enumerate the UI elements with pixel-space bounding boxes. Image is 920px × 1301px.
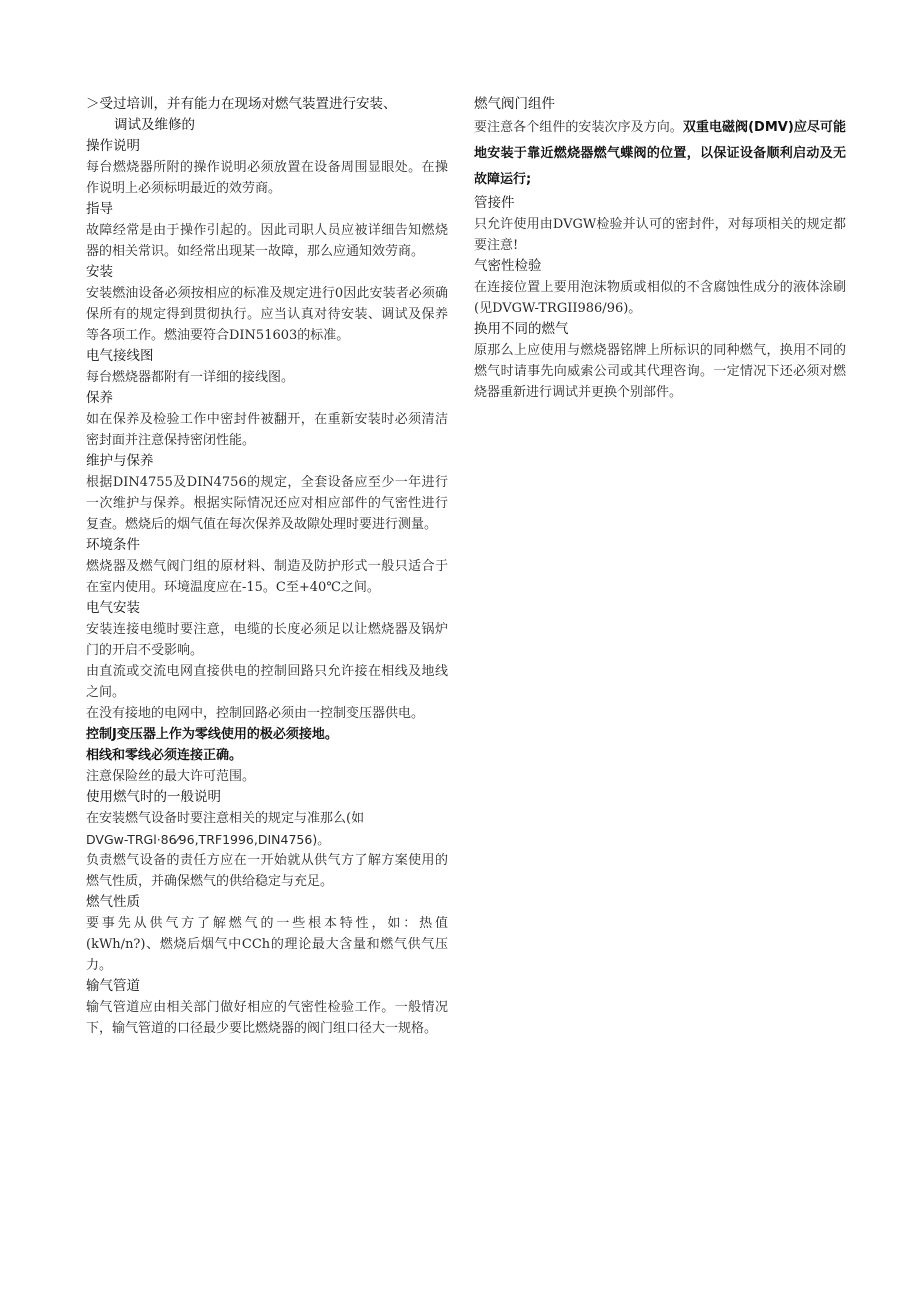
section-title-gas-properties: 燃气性质 — [86, 894, 140, 910]
section-title-electrical-installation: 电气安装 — [86, 600, 140, 616]
bold-note: 控制J变压器上作为零线使用的极必须接地。 — [86, 727, 338, 742]
paragraph: 在没有接地的电网中，控制回路必须由一控制变压器供电。 — [86, 706, 425, 721]
section-title-guidance: 指导 — [86, 201, 113, 217]
section-title-wiring-diagram: 电气接线图 — [86, 348, 154, 364]
paragraph: 输气管道应由相关部门做好相应的气密性检验工作。一般情况下，输气管道的口径最少要比燃烧器的阀门组口径大一规格。 — [86, 1000, 448, 1036]
paragraph: 每台燃烧器都附有一详细的接线图。 — [86, 370, 295, 385]
paragraph: 根据DIN4755及DIN4756的规定，全套设备应至少一年进行一次维护与保养。根据实际情况还应对相应部件的气密性进行复查。燃烧后的烟气值在每次保养及故隙处理时要进行测量。 — [86, 475, 448, 532]
paragraph-normal-part: 要注意各个组件的安装次序及方向。 — [474, 120, 683, 135]
intro-line-1: ＞受过培训，并有能力在现场对燃气装置进行安装、 — [86, 96, 397, 112]
paragraph-bold-part: 双重电磁阀(DMV)应尽可能地安装于靠近燃烧器燃气蝶阀的位置，以保证设备顺利启动及无故障运行; — [474, 120, 846, 187]
paragraph — [474, 115, 846, 193]
paragraph: 由直流或交流电网直接供电的控制回路只允许接在相线及地线之间。 — [86, 664, 448, 700]
paragraph: 安装燃油设备必须按相应的标准及规定进行0因此安装者必须确保所有的规定得到贯彻执行。应当认真对待安装、调试及保养等各项工作。燃油要符合DIN51603的标准。 — [86, 286, 448, 343]
intro-line-2: 调试及维修的 — [114, 117, 195, 133]
section-title-leak-test: 气密性检验 — [474, 258, 542, 274]
paragraph: 负责燃气设备的责任方应在一开始就从供气方了解方案使用的燃气性质，并确保燃气的供给稳定与充足。 — [86, 853, 448, 889]
section-title-gas-general: 使用燃气时的一般说明 — [86, 789, 221, 805]
paragraph: 燃烧器及燃气阀门组的原材料、制造及防护形式一般只适合于在室内使用。环境温度应在-15。C至+40℃之间。 — [86, 559, 448, 595]
section-title-service: 维护与保养 — [86, 453, 154, 469]
section-title-installation: 安装 — [86, 264, 113, 280]
section-title-gas-valve-group: 燃气阀门组件 — [474, 96, 555, 112]
paragraph: 只允许使用由DVGW检验并认可的密封件，对每项相关的规定都要注意! — [474, 217, 846, 253]
paragraph: 在连接位置上要用泡沫物质或相似的不含腐蚀性成分的液体涂刷(见DVGW-TRGII986/96)。 — [474, 280, 846, 316]
paragraph: 如在保养及检验工作中密封件被翻开，在重新安装时必须清洁密封面并注意保持密闭性能。 — [86, 412, 448, 448]
paragraph: DVGw-TRGl·86⁄96,TRF1996,DIN4756)。 — [86, 832, 330, 847]
right-column — [474, 94, 846, 403]
section-title-maintenance: 保养 — [86, 390, 113, 406]
paragraph: 每台燃烧器所附的操作说明必须放置在设备周围显眼处。在操作说明上必须标明最近的效劳商。 — [86, 160, 448, 196]
paragraph: 故障经常是由于操作引起的。因此司职人员应被详细告知燃烧器的相关常识。如经常出现某一故障，那么应通知效劳商。 — [86, 223, 448, 259]
bold-note: 相线和零线必须连接正确。 — [86, 748, 243, 763]
section-title-operation-manual: 操作说明 — [86, 138, 140, 154]
paragraph: 要事先从供气方了解燃气的一些根本特性，如：热值(kWh/n?)、燃烧后烟气中CCh的理论最大含量和燃气供气压力。 — [86, 916, 448, 973]
section-title-environment: 环境条件 — [86, 537, 140, 553]
section-title-gas-change: 换用不同的燃气 — [474, 321, 569, 337]
paragraph: 注意保险丝的最大许可范围。 — [86, 769, 256, 784]
section-title-gas-pipeline: 输气管道 — [86, 978, 140, 994]
paragraph: 安装连接电缆时要注意，电缆的长度必须足以让燃烧器及锅炉门的开启不受影响。 — [86, 622, 448, 658]
left-column — [86, 94, 448, 1039]
paragraph: 原那么上应使用与燃烧器铭牌上所标识的同种燃气，换用不同的燃气时请事先向威索公司或其代理咨询。一定情况下还必须对燃烧器重新进行调试并更换个别部件。 — [474, 343, 846, 400]
paragraph: 在安装燃气设备时要注意相关的规定与准那么(如 — [86, 811, 365, 826]
section-title-pipe-fittings: 管接件 — [474, 195, 515, 211]
